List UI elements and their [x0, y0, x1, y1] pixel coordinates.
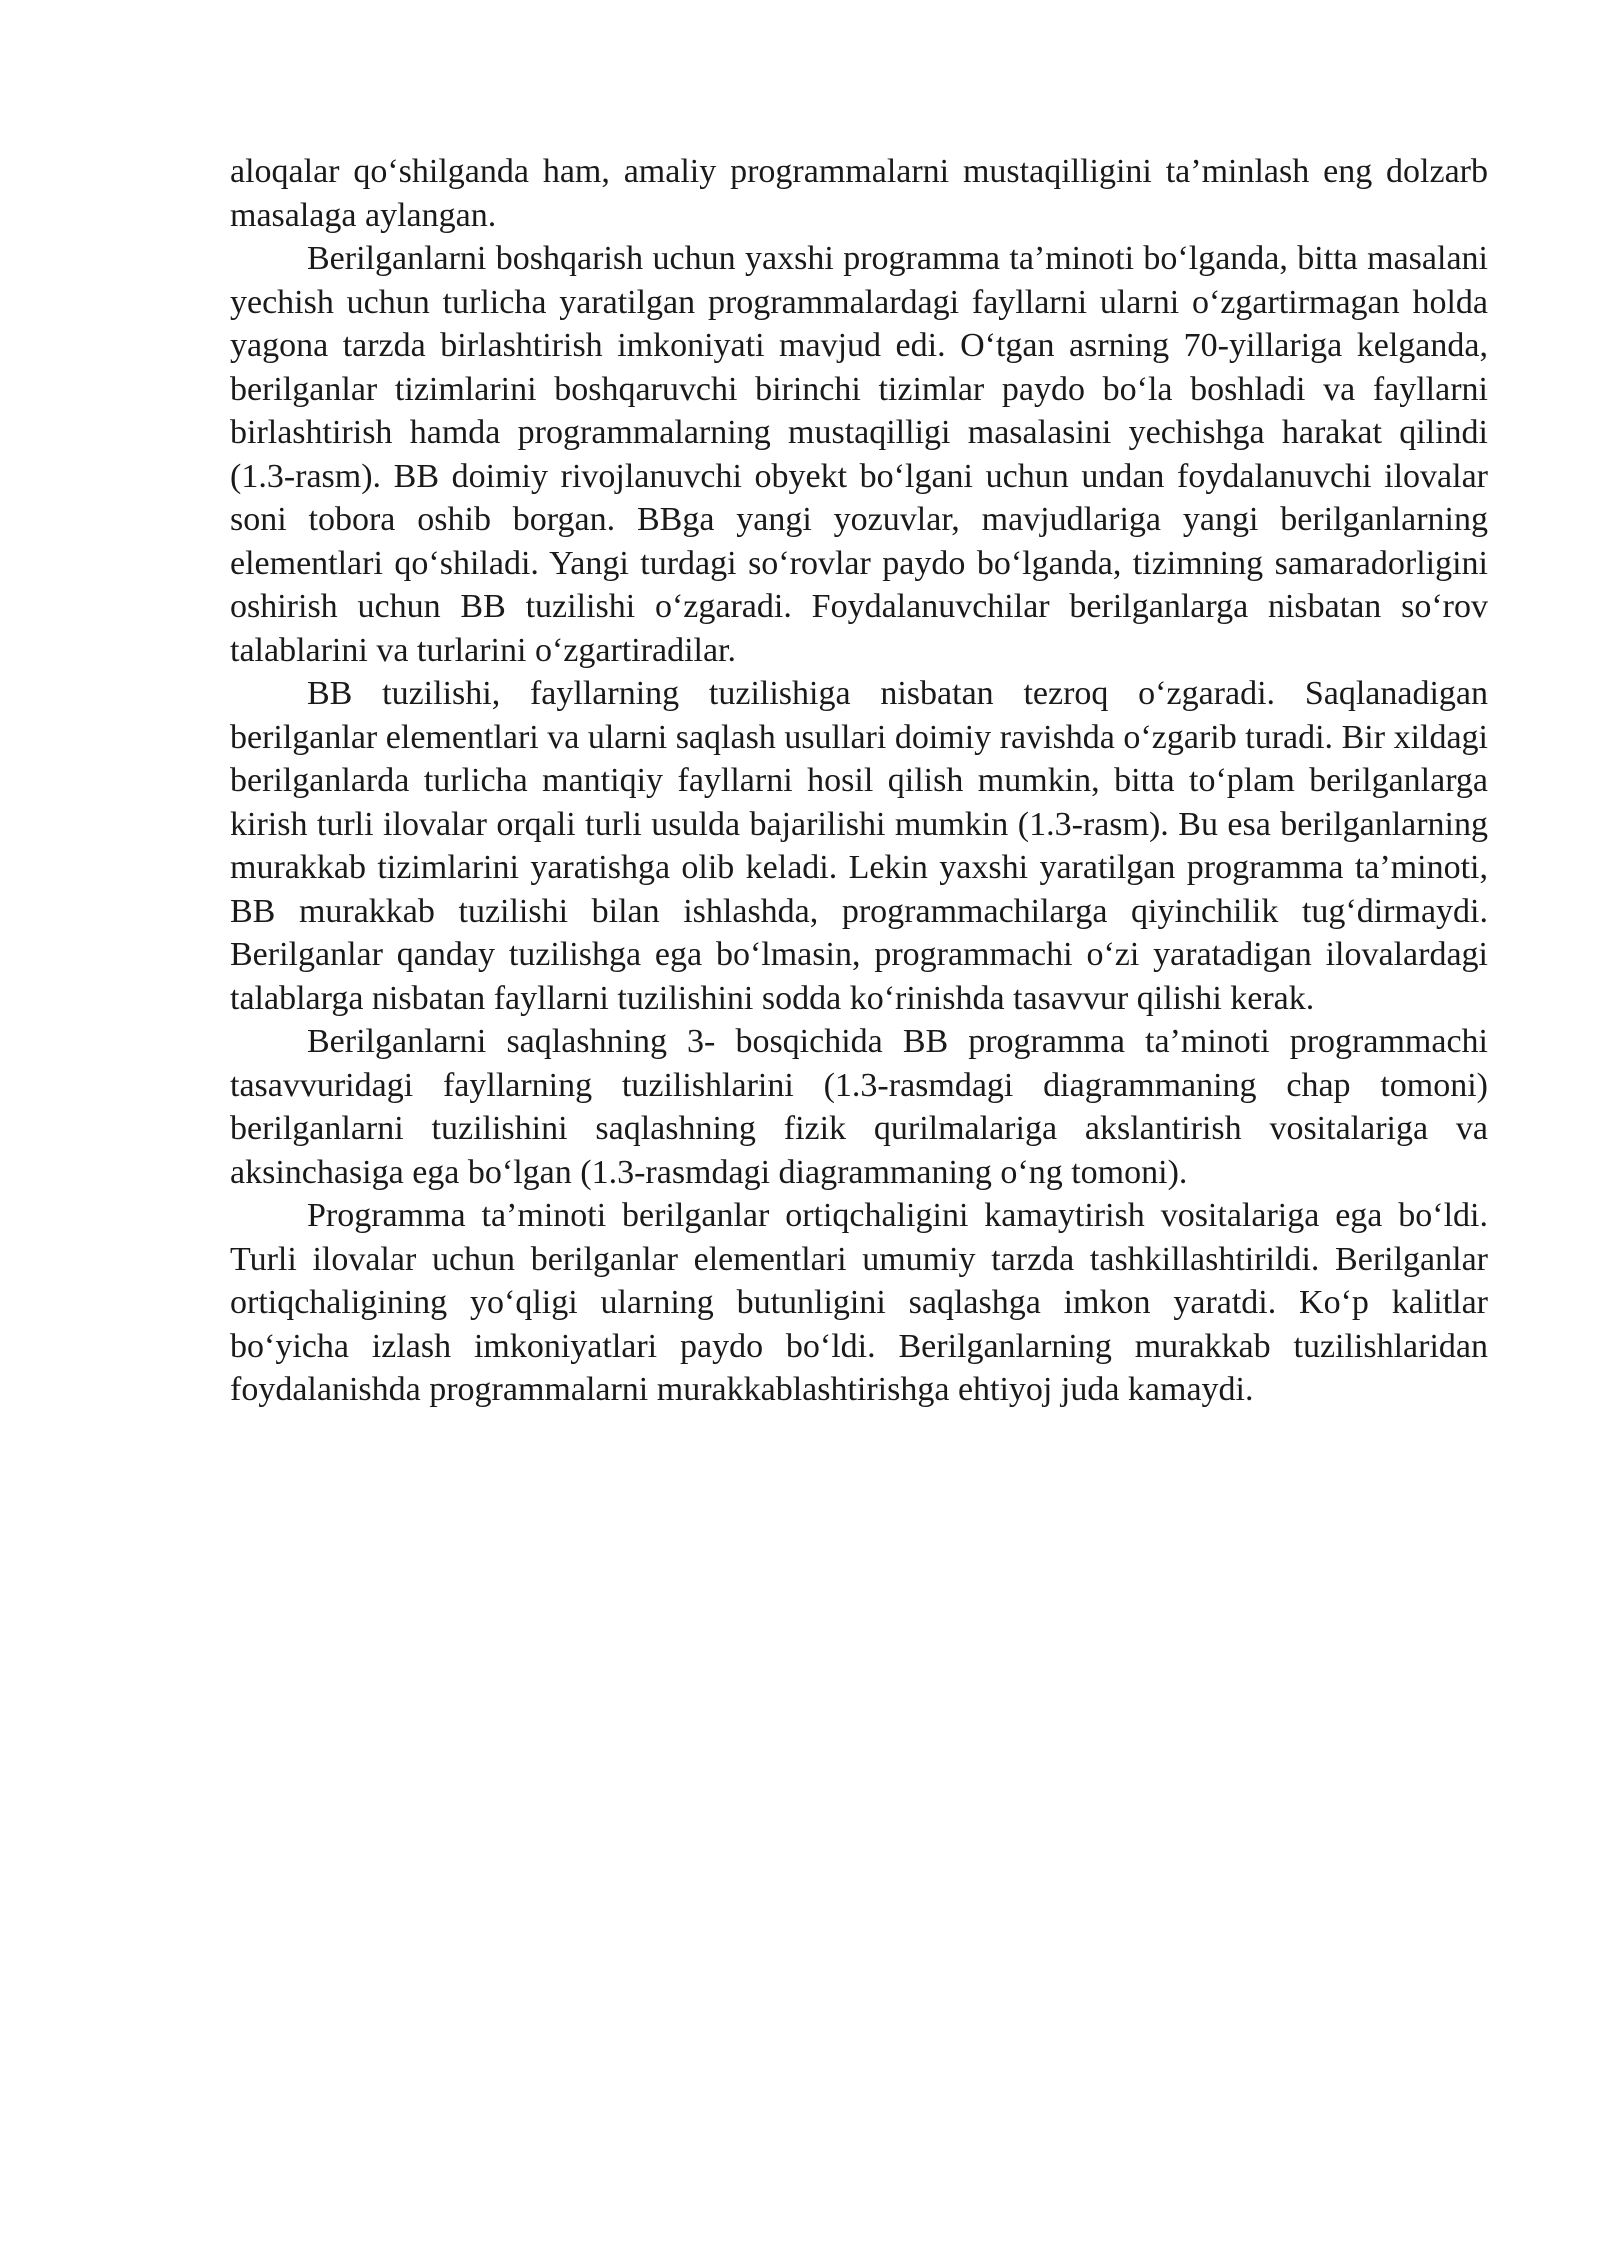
paragraph-db-structure: BB tuzilishi, fayllarning tuzilishiga nisbatan tezroq o‘zgaradi. Saqlanadigan berilganlar elementlari va ularni saqlash usullari doimiy ravishda o‘zgarib turadi. Bir xildagi berilganlarda turlicha mantiqiy fayllarni hosil qilish mumkin, bitta to‘plam berilganlarga kirish turli ilovalar orqali turli usulda bajarilishi mumkin (1.3-rasm). Bu esa berilganlarning murakkab tizimlarini yaratishga olib keladi. Lekin yaxshi yaratilgan programma ta’minoti, BB murakkab tuzilishi bilan ishlashda, programmachilarga qiyinchilik tug‘dirmaydi. Berilganlar qanday tuzilishga ega bo‘lmasin, programmachi o‘zi yaratadigan ilovalardagi talablarga nisbatan fayllarni tuzilishini sodda ko‘rinishda tasavvur qilishi kerak.	[230, 675, 1488, 1017]
document-page	[230, 150, 1488, 1412]
paragraph-redundancy: Programma ta’minoti berilganlar ortiqchaligini kamaytirish vositalariga ega bo‘ldi. Turli ilovalar uchun berilganlar elementlari umumiy tarzda tashkillashtirildi. Berilganlar ortiqchaligining yo‘qligi ularning butunligini saqlashga imkon yaratdi. Ko‘p kalitlar bo‘yicha izlash imkoniyatlari paydo bo‘ldi. Berilganlarning murakkab tuzilishlaridan foydalanishda programmalarni murakkablashtirishga ehtiyoj juda kamaydi.	[230, 1197, 1488, 1408]
paragraph-file-integration: Berilganlarni boshqarish uchun yaxshi programma ta’minoti bo‘lganda, bitta masalani yechish uchun turlicha yaratilgan programmalardagi fayllarni ularni o‘zgartirmagan holda yagona tarzda birlashtirish imkoniyati mavjud edi. O‘tgan asrning 70-yillariga kelganda, berilganlar tizimlarini boshqaruvchi birinchi tizimlar paydo bo‘la boshladi va fayllarni birlashtirish hamda programmalarning mustaqilligi masalasini yechishga harakat qilindi (1.3-rasm). BB doimiy rivojlanuvchi obyekt bo‘lgani uchun undan foydalanuvchi ilovalar soni tobora oshib borgan. BBga yangi yozuvlar, mavjudlariga yangi berilganlarning elementlari qo‘shiladi. Yangi turdagi so‘rovlar paydo bo‘lganda, tizimning samaradorligini oshirish uchun BB tuzilishi o‘zgaradi. Foydalanuvchilar berilganlarga nisbatan so‘rov talablarini va turlarini o‘zgartiradilar.	[230, 240, 1488, 669]
paragraph-continuation: aloqalar qo‘shilganda ham, amaliy programmalarni mustaqilligini ta’minlash eng dolzarb masalaga aylangan.	[230, 153, 1488, 234]
paragraph-storage-stage-3: Berilganlarni saqlashning 3- bosqichida BB programma ta’minoti programmachi tasavvuridagi fayllarning tuzilishlarini (1.3-rasmdagi diagrammaning chap tomoni) berilganlarni tuzilishini saqlashning fizik qurilmalariga akslantirish vositalariga va aksinchasiga ega bo‘lgan (1.3-rasmdagi diagrammaning o‘ng tomoni).	[230, 1023, 1488, 1191]
